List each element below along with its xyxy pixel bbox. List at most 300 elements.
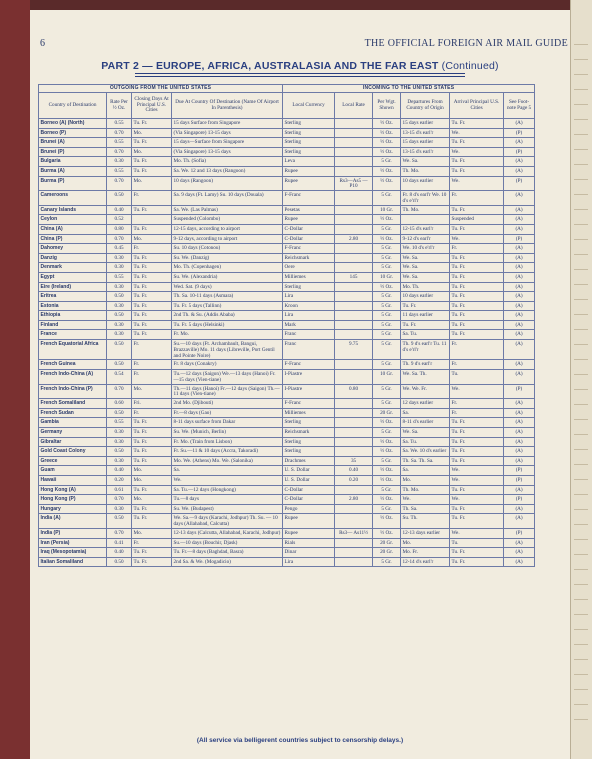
cell-local-rate (335, 282, 373, 292)
column-header-due-at: Due At Country Of Destination (Name Of Airport In Parenthesis) (172, 93, 283, 119)
cell-country: French Equatorial Africa (39, 340, 107, 360)
cell-rate: 0.30 (107, 428, 132, 438)
cell-arrival: Tu. Fr. (450, 330, 504, 340)
cell-local-currency: C-Dollar (283, 485, 335, 495)
cell-per-weight: 5 Gr. (373, 340, 401, 360)
cell-local-rate (335, 311, 373, 321)
table-row (39, 263, 535, 273)
cell-local-rate (335, 447, 373, 457)
cell-per-weight: 5 Gr. (373, 399, 401, 409)
table-row (39, 253, 535, 263)
cell-rate: 0.50 (107, 408, 132, 418)
cell-rate: 0.55 (107, 166, 132, 176)
cell-local-currency: I-Piastre (283, 384, 335, 399)
cell-country: France (39, 330, 107, 340)
cell-local-currency: Drachmes (283, 456, 335, 466)
cell-departures: 12-15 d's earl'r (401, 224, 450, 234)
cell-arrival: Fr. (450, 244, 504, 254)
cell-local-currency: I-Piastre (283, 370, 335, 385)
cell-per-weight: 5 Gr. (373, 311, 401, 321)
cell-footnote: (A) (504, 292, 535, 302)
cell-arrival: Tu. Fr. (450, 282, 504, 292)
cell-arrival: We. (450, 128, 504, 138)
part-title (30, 60, 570, 72)
table-row (39, 538, 535, 548)
table-row (39, 311, 535, 321)
cell-footnote: (A) (504, 205, 535, 215)
cell-arrival: Tu. Fr. (450, 253, 504, 263)
cell-per-weight: 10 Gr. (373, 370, 401, 385)
cell-local-currency: Lira (283, 557, 335, 567)
table-row (39, 138, 535, 148)
cell-rate: 0.60 (107, 399, 132, 409)
cell-closing-days: Mo. (132, 234, 172, 244)
cell-footnote: (A) (504, 320, 535, 330)
cell-rate: 0.30 (107, 301, 132, 311)
cell-country: French Somaliland (39, 399, 107, 409)
cell-departures: Sa. We. 10 d's earlier (401, 447, 450, 457)
cell-local-rate (335, 360, 373, 370)
cell-country: Iran (Persia) (39, 538, 107, 548)
running-title: THE OFFICIAL FOREIGN AIR MAIL GUIDE (364, 38, 568, 49)
cell-footnote: (A) (504, 428, 535, 438)
cell-country: Hawaii (39, 475, 107, 485)
cell-country: Greece (39, 456, 107, 466)
cell-departures: Th. 9 d's earl'r (401, 360, 450, 370)
cell-country: Hong Kong (A) (39, 485, 107, 495)
cell-closing-days: Tu. Fr. (132, 504, 172, 514)
cell-local-rate (335, 157, 373, 167)
column-header-departures: Departures From Country of Origin (401, 93, 450, 119)
table-row (39, 475, 535, 485)
cell-country: Italian Somaliland (39, 557, 107, 567)
cell-rate: 0.70 (107, 528, 132, 538)
cell-closing-days: Tu. Fr. (132, 514, 172, 529)
cell-departures: 8-11 d's earlier (401, 418, 450, 428)
cell-closing-days: Tu. Fr. (132, 157, 172, 167)
cell-rate: 0.55 (107, 418, 132, 428)
cell-per-weight: 5 Gr. (373, 292, 401, 302)
part-title-text: PART 2 — EUROPE, AFRICA, AUSTRALASIA AND THE FAR EAST (101, 60, 439, 72)
cell-footnote: (A) (504, 157, 535, 167)
cell-rate: 0.55 (107, 138, 132, 148)
cell-per-weight: 5 Gr. (373, 504, 401, 514)
cell-departures: We. Sa. (401, 253, 450, 263)
cell-local-rate (335, 224, 373, 234)
cell-local-rate (335, 408, 373, 418)
cell-country: Burma (A) (39, 166, 107, 176)
cell-local-currency: Sterling (283, 128, 335, 138)
cell-due-at: 2nd Sa. & We. (Mogadicio) (172, 557, 283, 567)
cell-country: Borneo (A) (North) (39, 119, 107, 129)
column-header-closing-days: Closing Days At Principal U.S. Cities (132, 93, 172, 119)
cell-closing-days: Mo. (132, 495, 172, 505)
cell-due-at: 15 days Surface from Singapore (172, 119, 283, 129)
cell-arrival: Tu. Fr. (450, 418, 504, 428)
cell-local-rate: 2.80 (335, 234, 373, 244)
cell-due-at: (Via Singapore) 13-15 days (172, 147, 283, 157)
cell-footnote: (A) (504, 263, 535, 273)
cell-due-at: Tu.—8 days (172, 495, 283, 505)
cell-departures: Tu. Fr. (401, 301, 450, 311)
cell-arrival: Tu. Fr. (450, 205, 504, 215)
table-row (39, 495, 535, 505)
cell-country: Eritrea (39, 292, 107, 302)
table-row (39, 466, 535, 476)
cell-departures: 11 days earlier (401, 311, 450, 321)
cell-departures: Mo. (401, 475, 450, 485)
cell-per-weight: 20 Gr. (373, 408, 401, 418)
cell-arrival: Tu. Fr. (450, 428, 504, 438)
cell-country: Germany (39, 428, 107, 438)
table-row (39, 528, 535, 538)
cell-due-at: Tu.—12 days (Saigon) We.—13 days (Hanoi) Fr.—15 days (Vien-tiane) (172, 370, 283, 385)
cell-per-weight: 5 Gr. (373, 301, 401, 311)
outgoing-section-header: OUTGOING FROM THE UNITED STATES (39, 85, 283, 93)
book-binding (0, 0, 30, 759)
part-title-rule-2 (30, 76, 570, 77)
cell-arrival: Tu. Fr. (450, 514, 504, 529)
cell-due-at: Su.—10 days (Ft. Archambault, Bangui, Brazzaville) Mo. 11 days (Libreville, Port Gentil and Pointe Noire) (172, 340, 283, 360)
table-row (39, 360, 535, 370)
cell-due-at: Th.—11 days (Hanoi) Fr.—12 days (Saigon) Th.—11 days (Vien-tiane) (172, 384, 283, 399)
column-header-footnote: See Foot-note Page 5 (504, 93, 535, 119)
cell-local-currency: C-Dollar (283, 224, 335, 234)
table-row (39, 548, 535, 558)
cell-footnote: (A) (504, 399, 535, 409)
cell-due-at: Tu. Fr. 5 days (Helsinki) (172, 320, 283, 330)
cell-local-currency: Reichsmark (283, 253, 335, 263)
cell-arrival: Tu. Fr. (450, 437, 504, 447)
cell-local-rate (335, 253, 373, 263)
cell-local-currency: Rupee (283, 166, 335, 176)
cell-country: Ceylon (39, 215, 107, 225)
cell-arrival: Fr. (450, 399, 504, 409)
cell-country: Hong Kong (P) (39, 495, 107, 505)
cell-per-weight: 5 Gr. (373, 244, 401, 254)
cell-local-currency: F-Franc (283, 191, 335, 206)
cell-rate: 0.61 (107, 485, 132, 495)
cell-per-weight: ½ Oz. (373, 215, 401, 225)
cell-local-rate (335, 485, 373, 495)
cell-local-rate (335, 244, 373, 254)
cell-closing-days: Mo. (132, 147, 172, 157)
cell-closing-days: Tu. Fr. (132, 330, 172, 340)
cell-rate: 0.70 (107, 384, 132, 399)
cell-arrival: Fr. (450, 340, 504, 360)
cell-local-rate (335, 263, 373, 273)
cell-departures: Mo. Th. (401, 282, 450, 292)
cell-departures: Mo. (401, 538, 450, 548)
cell-footnote: (A) (504, 557, 535, 567)
cell-local-currency: Rupee (283, 176, 335, 191)
cell-local-currency: Sterling (283, 119, 335, 129)
cell-country: Canary Islands (39, 205, 107, 215)
cell-country: Iraq (Mesopotamia) (39, 548, 107, 558)
cell-departures: Th. Sa. (401, 504, 450, 514)
cell-rate: 0.50 (107, 514, 132, 529)
cell-arrival: Tu. Fr. (450, 557, 504, 567)
cell-departures: 13-15 d's earl'r (401, 128, 450, 138)
cell-closing-days: Tu. Fr. (132, 456, 172, 466)
cell-rate: 0.50 (107, 311, 132, 321)
cell-country: Borneo (P) (39, 128, 107, 138)
cell-departures: Th. Mo. (401, 205, 450, 215)
cell-per-weight: ½ Oz. (373, 119, 401, 129)
cell-due-at: We. (172, 475, 283, 485)
cell-local-rate: Rs3— As11½ (335, 528, 373, 538)
cell-footnote: (A) (504, 138, 535, 148)
cell-per-weight: ½ Oz. (373, 166, 401, 176)
table-row (39, 272, 535, 282)
cell-footnote: (P) (504, 147, 535, 157)
cell-arrival: We. (450, 234, 504, 244)
table-body (39, 119, 535, 567)
cell-departures: 12 days earlier (401, 399, 450, 409)
cell-closing-days: Tu. Fr. (132, 166, 172, 176)
cell-closing-days: Tu. Fr. (132, 557, 172, 567)
cell-rate: 0.40 (107, 548, 132, 558)
cell-rate: 0.45 (107, 244, 132, 254)
cell-due-at: 15 days—Surface from Singapore (172, 138, 283, 148)
cell-arrival: Tu. Fr. (450, 447, 504, 457)
cell-due-at: 12-15 days, according to airport (172, 224, 283, 234)
cell-closing-days: Tu. Fr. (132, 428, 172, 438)
cell-closing-days: Tu. Fr. (132, 418, 172, 428)
cell-local-rate (335, 557, 373, 567)
cell-departures: We. 10 d's e'rl'r (401, 244, 450, 254)
cell-per-weight: 5 Gr. (373, 191, 401, 206)
cell-due-at: Su.—10 days (Bouchir, Djask) (172, 538, 283, 548)
cell-departures: 10 days earlier (401, 176, 450, 191)
cell-arrival: Tu. Fr. (450, 320, 504, 330)
table-row (39, 282, 535, 292)
cell-closing-days: Fri. (132, 399, 172, 409)
cell-due-at: 9-12 days, according to airport (172, 234, 283, 244)
cell-country: Egypt (39, 272, 107, 282)
cell-due-at: Suspended (Colombo) (172, 215, 283, 225)
cell-rate: 0.30 (107, 282, 132, 292)
cell-local-currency: Rials (283, 538, 335, 548)
cell-due-at: Su. 10 days (Cotonou) (172, 244, 283, 254)
cell-per-weight: ½ Oz. (373, 475, 401, 485)
cell-footnote: (A) (504, 301, 535, 311)
cell-arrival: Tu. Fr. (450, 263, 504, 273)
cell-local-rate (335, 205, 373, 215)
cell-closing-days: Mo. (132, 128, 172, 138)
cell-due-at: 8-11 days surface from Dakar (172, 418, 283, 428)
cell-country: Burma (P) (39, 176, 107, 191)
cell-closing-days: Mo. (132, 384, 172, 399)
cell-rate: 0.50 (107, 292, 132, 302)
cell-footnote: (P) (504, 234, 535, 244)
cell-departures: We. Sa. (401, 263, 450, 273)
cell-departures: Tu. Fr. (401, 320, 450, 330)
cell-departures: Fr. 8 d's earl'r We. 10 d's e'rl'r (401, 191, 450, 206)
cell-rate: 0.50 (107, 191, 132, 206)
cell-footnote: (A) (504, 370, 535, 385)
cell-closing-days: Tu. Fr. (132, 272, 172, 282)
cell-due-at: Mo. Th. (Copenhagen) (172, 263, 283, 273)
table-row (39, 119, 535, 129)
table-row (39, 557, 535, 567)
cell-arrival: We. (450, 528, 504, 538)
cell-local-rate (335, 128, 373, 138)
cell-closing-days: Tu. Fr. (132, 292, 172, 302)
cell-per-weight: ½ Oz. (373, 528, 401, 538)
cell-due-at: 2nd Mo. (Djibouti) (172, 399, 283, 409)
cell-country: Hungary (39, 504, 107, 514)
cell-footnote: (A) (504, 282, 535, 292)
cell-country: French Guinea (39, 360, 107, 370)
cell-local-currency: Pengo (283, 504, 335, 514)
cell-rate: 0.70 (107, 147, 132, 157)
cell-local-currency: Sterling (283, 282, 335, 292)
cell-arrival: Tu. (450, 538, 504, 548)
column-header-rate: Rate Per ½ Oz. (107, 93, 132, 119)
cell-arrival: Tu. (450, 370, 504, 385)
cell-local-rate (335, 514, 373, 529)
cell-per-weight: 5 Gr. (373, 320, 401, 330)
cell-departures: 15 days earlier (401, 119, 450, 129)
cell-rate: 0.50 (107, 340, 132, 360)
cell-footnote: (P) (504, 128, 535, 138)
cell-rate: 0.30 (107, 263, 132, 273)
cell-local-currency: F-Franc (283, 399, 335, 409)
cell-arrival: Tu. Fr. (450, 485, 504, 495)
cell-rate: 0.70 (107, 495, 132, 505)
table-row (39, 437, 535, 447)
cell-local-currency: U. S. Dollar (283, 466, 335, 476)
table-row (39, 224, 535, 234)
page-edge-lines (574, 30, 588, 730)
cell-footnote: (P) (504, 475, 535, 485)
cell-local-rate (335, 418, 373, 428)
cell-local-currency: Mark (283, 320, 335, 330)
part-title-rule (30, 73, 570, 74)
cell-per-weight: ½ Oz. (373, 282, 401, 292)
cell-departures: Th. Mo. (401, 485, 450, 495)
section-header-row (39, 85, 535, 93)
cell-rate: 0.30 (107, 157, 132, 167)
cell-country: Guam (39, 466, 107, 476)
cell-per-weight: ½ Oz. (373, 147, 401, 157)
cell-due-at: Sa. Tu.—12 days (Hongkong) (172, 485, 283, 495)
cell-arrival: We. (450, 147, 504, 157)
table-row (39, 320, 535, 330)
cell-arrival: Tu. Fr. (450, 224, 504, 234)
table-row (39, 166, 535, 176)
cell-per-weight: 5 Gr. (373, 485, 401, 495)
cell-local-rate (335, 330, 373, 340)
cell-footnote: (A) (504, 447, 535, 457)
page-number: 6 (40, 38, 45, 49)
cell-local-currency: Sterling (283, 418, 335, 428)
incoming-section-header: INCOMING TO THE UNITED STATES (283, 85, 535, 93)
cell-due-at: Sa. (172, 466, 283, 476)
cell-due-at: 12-13 days (Calcutta, Allahabad, Karachi, Jodhpur) (172, 528, 283, 538)
cell-departures: We. Sa. (401, 272, 450, 282)
cell-closing-days: Tu. Fr. (132, 447, 172, 457)
cell-local-rate (335, 428, 373, 438)
table-row (39, 456, 535, 466)
cell-due-at: We. Sa.—9 days (Karachi, Jodhpur) Th. Su. — 10 days (Allahabad, Calcutta) (172, 514, 283, 529)
footer-note: (All service via belligerent countries subject to censorship delays.) (196, 737, 404, 744)
cell-footnote: (A) (504, 191, 535, 206)
cell-due-at: Su. We. (Alexandria) (172, 272, 283, 282)
table-row (39, 128, 535, 138)
cell-local-currency: Pesetas (283, 205, 335, 215)
table-row (39, 215, 535, 225)
cell-due-at: Su. We. (Budapest) (172, 504, 283, 514)
cell-per-weight: 5 Gr. (373, 360, 401, 370)
cell-rate: 0.30 (107, 437, 132, 447)
cell-footnote: (A) (504, 504, 535, 514)
table-row (39, 292, 535, 302)
cell-local-rate (335, 548, 373, 558)
cell-due-at: Sa. We. 12 and 13 days (Rangoon) (172, 166, 283, 176)
table-row (39, 244, 535, 254)
table-row (39, 399, 535, 409)
table-row (39, 191, 535, 206)
cell-closing-days: Fr. (132, 538, 172, 548)
cell-rate: 0.40 (107, 205, 132, 215)
cell-arrival: Tu. Fr. (450, 301, 504, 311)
cell-rate: 0.54 (107, 370, 132, 385)
cell-country: Danzig (39, 253, 107, 263)
cell-arrival: Fr. (450, 191, 504, 206)
cell-local-rate (335, 138, 373, 148)
cell-rate: 0.50 (107, 557, 132, 567)
cell-local-rate (335, 504, 373, 514)
cell-local-rate: 0.40 (335, 466, 373, 476)
cell-country: Cameroons (39, 191, 107, 206)
table-row (39, 234, 535, 244)
cell-closing-days: Fr. (132, 370, 172, 385)
cell-due-at: Th. Sa. 10-11 days (Asmara) (172, 292, 283, 302)
cell-closing-days: Tu. Fr. (132, 485, 172, 495)
cell-per-weight: 5 Gr. (373, 263, 401, 273)
cell-per-weight: ½ Oz. (373, 138, 401, 148)
cell-footnote: (P) (504, 528, 535, 538)
cell-due-at: (Via Singapore) 13-15 days (172, 128, 283, 138)
cell-departures: Su. Th. (401, 514, 450, 529)
cell-country: Gibraltar (39, 437, 107, 447)
cell-rate: 0.30 (107, 253, 132, 263)
cell-rate: 0.55 (107, 119, 132, 129)
cell-country: Finland (39, 320, 107, 330)
cell-departures: 15 days earlier (401, 138, 450, 148)
cell-per-weight: 5 Gr. (373, 456, 401, 466)
cell-arrival: We. (450, 176, 504, 191)
cell-country: Brunei (A) (39, 138, 107, 148)
cell-local-rate (335, 119, 373, 129)
cell-local-rate (335, 166, 373, 176)
cell-rate: 0.70 (107, 176, 132, 191)
cell-due-at: Fr. Su.—11 & 10 days (Accra, Takoradi) (172, 447, 283, 457)
cell-per-weight: 20 Gr. (373, 538, 401, 548)
cell-closing-days: Tu. Fr. (132, 263, 172, 273)
cell-closing-days: Tu. Fr. (132, 548, 172, 558)
cell-local-rate (335, 147, 373, 157)
cell-footnote: (A) (504, 408, 535, 418)
cell-due-at: Fr. Mo. (172, 330, 283, 340)
cell-arrival: Tu. Fr. (450, 138, 504, 148)
cell-due-at: Su. We. (Danzig) (172, 253, 283, 263)
cell-rate: 0.50 (107, 360, 132, 370)
cell-local-rate (335, 215, 373, 225)
cell-country: India (A) (39, 514, 107, 529)
